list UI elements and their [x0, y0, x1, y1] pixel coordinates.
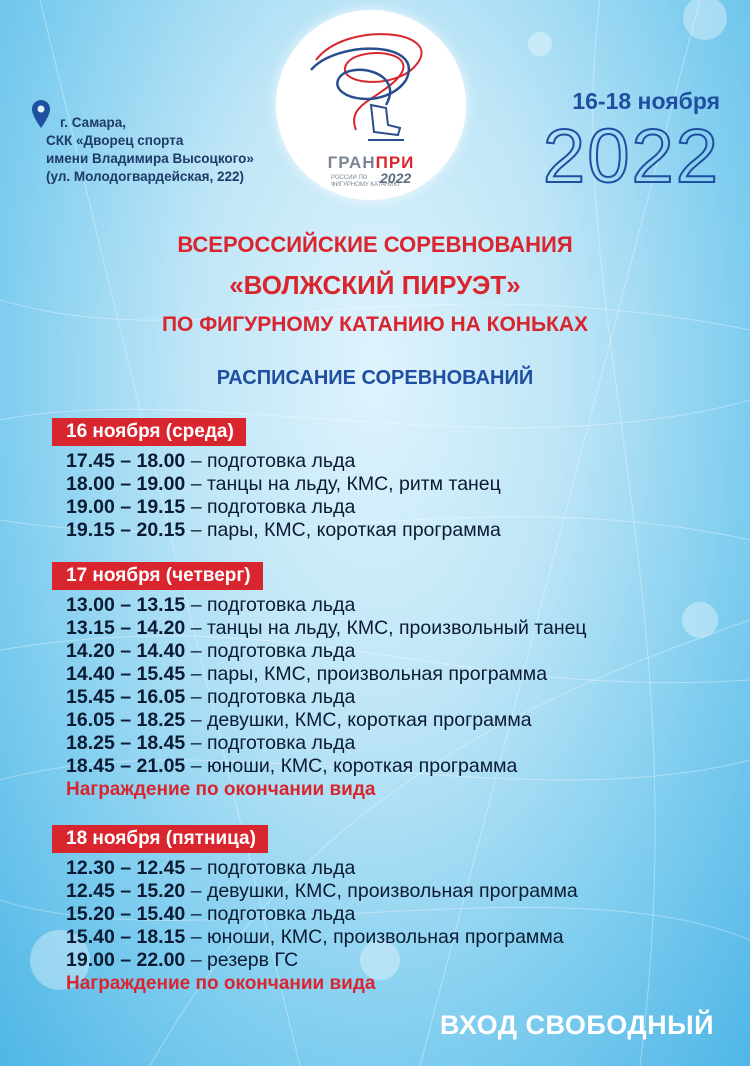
free-entry-notice: ВХОД СВОБОДНЫЙ [439, 1010, 714, 1040]
schedule-row: 19.00 – 19.15 – подготовка льда [66, 496, 356, 518]
schedule-row: 16.05 – 18.25 – девушки, КМС, короткая программа [66, 709, 532, 731]
title-line-1: ВСЕРОССИЙСКИЕ СОРЕВНОВАНИЯ [177, 232, 573, 257]
schedule-row: 19.00 – 22.00 – резерв ГС [66, 949, 299, 971]
day-block-3 [52, 825, 578, 995]
title-line-3: ПО ФИГУРНОМУ КАТАНИЮ НА КОНЬКАХ [161, 313, 589, 336]
award-note: Награждение по окончании вида [66, 779, 376, 800]
grand-prix-logo [276, 10, 466, 200]
logo-year: 2022 [380, 170, 412, 186]
event-dates [543, 88, 720, 197]
schedule-row: 15.20 – 15.40 – подготовка льда [66, 903, 356, 925]
schedule-row: 12.30 – 12.45 – подготовка льда [66, 857, 356, 879]
schedule-row: 13.15 – 14.20 – танцы на льду, КМС, произвольный танец [66, 617, 587, 639]
day-block-2 [52, 562, 587, 801]
address-street: (ул. Молодогвардейская, 222) [46, 169, 245, 184]
schedule-row: 13.00 – 13.15 – подготовка льда [66, 594, 356, 616]
schedule-row: 14.20 – 14.40 – подготовка льда [66, 640, 356, 662]
schedule-row: 18.25 – 18.45 – подготовка льда [66, 732, 356, 754]
address-venue-name: имени Владимира Высоцкого» [46, 151, 254, 166]
schedule-row: 18.00 – 19.00 – танцы на льду, КМС, ритм танец [66, 473, 501, 495]
day-header: 16 ноября (среда) [52, 418, 246, 446]
schedule-row: 15.40 – 18.15 – юноши, КМС, произвольная программа [66, 926, 564, 948]
schedule-row: 17.45 – 18.00 – подготовка льда [66, 450, 356, 472]
logo-subtitle: РОССИИ ПО ФИГУРНОМУ КАТАНИЮ [331, 175, 400, 188]
day-block-1 [52, 418, 501, 542]
award-note: Награждение по окончании вида [66, 973, 376, 994]
logo-title: ГРАНПРИ [327, 153, 415, 172]
address-city: г. Самара, [60, 115, 127, 130]
day-header: 17 ноября (четверг) [52, 562, 263, 590]
schedule-heading: РАСПИСАНИЕ СОРЕВНОВАНИЙ [216, 367, 534, 389]
event-year: 2022 [542, 114, 720, 199]
schedule-row: 18.45 – 21.05 – юноши, КМС, короткая программа [66, 755, 518, 777]
schedule-row: 19.15 – 20.15 – пары, КМС, короткая программа [66, 519, 501, 541]
schedule-row: 15.45 – 16.05 – подготовка льда [66, 686, 356, 708]
title-event-name: «ВОЛЖСКИЙ ПИРУЭТ» [229, 270, 521, 300]
date-range: 16-18 ноября [572, 88, 720, 114]
day-header: 18 ноября (пятница) [52, 825, 268, 853]
schedule-row: 14.40 – 15.45 – пары, КМС, произвольная программа [66, 663, 548, 685]
schedule-row: 12.45 – 15.20 – девушки, КМС, произвольная программа [66, 880, 578, 902]
venue-address [46, 114, 286, 186]
address-venue: СКК «Дворец спорта [46, 133, 184, 148]
